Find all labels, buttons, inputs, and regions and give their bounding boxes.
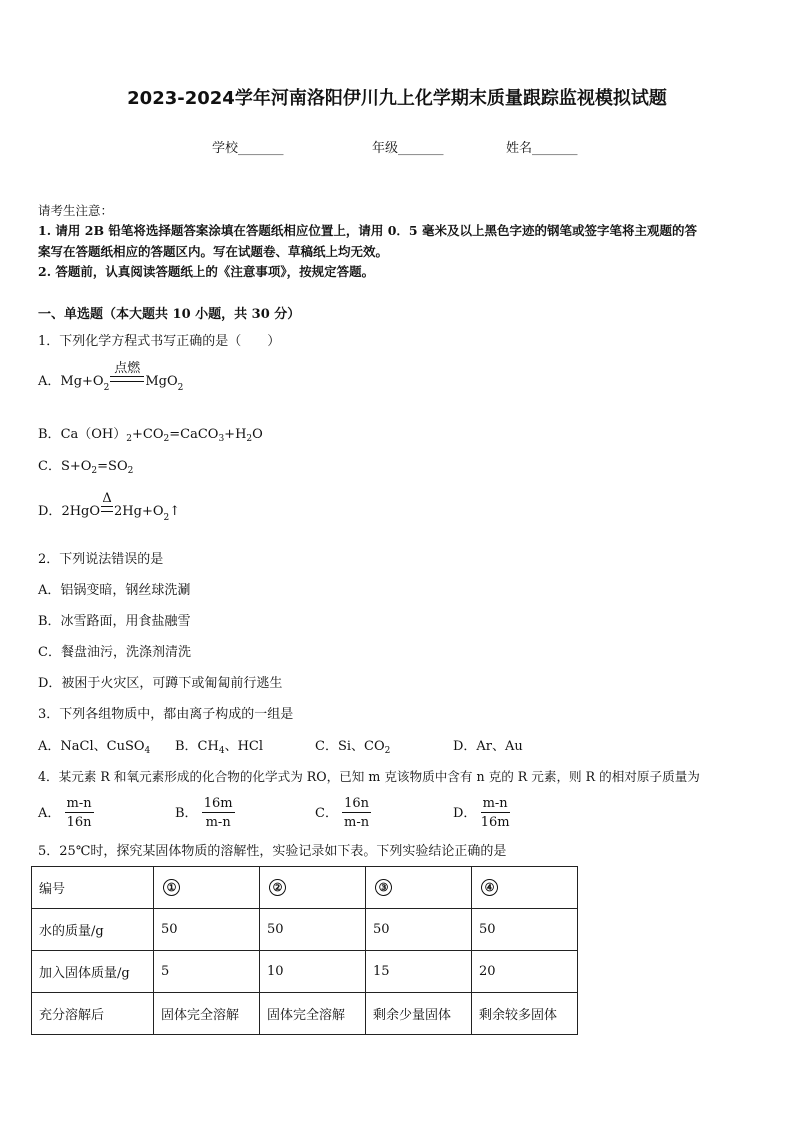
- double-line: [110, 376, 144, 382]
- denominator: m-n: [344, 815, 370, 830]
- subscript: 2: [126, 434, 132, 444]
- q2-option-d: D．被困于火灾区，可蹲下或匍匐前行逃生: [38, 676, 283, 691]
- notice-line-3: 2. 答题前，认真阅读答题纸上的《注意事项》，按规定答题。: [38, 264, 375, 279]
- table-row: [32, 909, 578, 951]
- formula-text: +CO: [132, 427, 164, 442]
- double-line: [101, 506, 113, 512]
- q3-option-b: [175, 739, 264, 756]
- option-text: B．CH: [175, 739, 219, 754]
- q3-option-d: D．Ar、Au: [453, 739, 523, 754]
- numerator: m-n: [482, 796, 508, 811]
- name-field: 姓名_______: [506, 141, 578, 156]
- fraction: [481, 797, 510, 829]
- q1-stem: 1．下列化学方程式书写正确的是（ ）: [38, 334, 281, 349]
- formula-text: =CaCO: [169, 427, 219, 442]
- subscript: 2: [384, 746, 391, 756]
- formula-text: +H: [224, 427, 247, 442]
- column-number: ③: [375, 879, 392, 896]
- subscript: 2: [246, 434, 253, 444]
- fraction: [342, 797, 371, 829]
- table-cell: 固体完全溶解: [154, 993, 260, 1035]
- section-heading: 一、单选题（本大题共 10 小题，共 30 分）: [38, 307, 301, 322]
- formula-text: 2Hg+O: [114, 504, 164, 519]
- gas-arrow-icon: ↑: [169, 504, 181, 519]
- q4-stem: 4．某元素 R 和氧元素形成的化合物的化学式为 RO，已知 m 克该物质中含有 n 克的 R 元素，则 R 的相对原子质量为: [38, 769, 700, 784]
- option-label: A．: [38, 805, 61, 821]
- numerator: 16m: [203, 796, 233, 811]
- fraction: [202, 797, 235, 829]
- option-label: A．: [38, 374, 61, 389]
- q1-option-a: A． Mg+O 2 点燃 MgO 2: [38, 361, 184, 393]
- notice-line-2: 案写在答题纸相应的答题区内。写在试题卷、草稿纸上均无效。: [38, 244, 389, 259]
- numerator: 16n: [344, 796, 370, 811]
- option-label: B．: [175, 805, 198, 821]
- option-label: C．: [38, 459, 61, 474]
- column-number: ④: [481, 879, 498, 896]
- option-label: C．: [315, 805, 338, 821]
- formula-text: MgO: [145, 374, 178, 389]
- table-cell: 加入固体质量/g: [32, 951, 154, 993]
- subscript: 4: [218, 746, 225, 756]
- table-cell: [366, 867, 472, 909]
- grade-field: 年级_______: [372, 141, 444, 156]
- q4-option-c: [315, 797, 371, 829]
- notice-heading: 请考生注意：: [38, 203, 114, 218]
- table-row: [32, 867, 578, 909]
- q1-option-b: [38, 427, 263, 444]
- option-label: D．: [453, 805, 477, 821]
- subscript: 2: [163, 434, 170, 444]
- subscript: 3: [218, 434, 225, 444]
- table-cell: 50: [154, 909, 260, 951]
- q2-stem: 2．下列说法错误的是: [38, 552, 164, 567]
- denominator: 16n: [66, 815, 92, 830]
- table-cell: 水的质量/g: [32, 909, 154, 951]
- q3-option-c: [315, 739, 391, 756]
- table-cell: 20: [472, 951, 578, 993]
- notice-line-1: 1. 请用 2B 铅笔将选择题答案涂填在答题纸相应位置上，请用 0．5 毫米及以上黑色字迹的钢笔或签字笔将主观题的答: [38, 223, 697, 238]
- fraction: [65, 797, 94, 829]
- table-cell: 50: [260, 909, 366, 951]
- option-text: A．NaCl、CuSO: [38, 739, 145, 754]
- school-field: 学校_______: [212, 141, 284, 156]
- subscript: 2: [91, 466, 98, 476]
- q3-stem: 3．下列各组物质中，都由离子构成的一组是: [38, 707, 294, 722]
- formula-text: Mg+O: [60, 374, 104, 389]
- option-label: D．: [38, 504, 62, 519]
- table-cell: 编号: [32, 867, 154, 909]
- denominator: m-n: [205, 815, 231, 830]
- table-cell: 15: [366, 951, 472, 993]
- table-cell: [154, 867, 260, 909]
- table-row: [32, 951, 578, 993]
- table-cell: 50: [472, 909, 578, 951]
- formula-text: S+O: [60, 459, 92, 474]
- reaction-condition: [101, 492, 113, 518]
- numerator: m-n: [66, 796, 92, 811]
- formula-text: 2HgO: [61, 504, 101, 519]
- option-label: B．: [38, 427, 61, 442]
- table-cell: [260, 867, 366, 909]
- subscript: 2: [127, 466, 134, 476]
- formula-text: O: [252, 427, 263, 442]
- formula-text: Ca（OH）: [60, 427, 127, 442]
- column-number: ①: [163, 879, 180, 896]
- table-row: [32, 993, 578, 1035]
- option-text: C．Si、CO: [315, 739, 385, 754]
- formula-text: =SO: [97, 459, 128, 474]
- q1-option-c: [38, 459, 134, 476]
- reaction-condition: [110, 362, 144, 388]
- condition-text: 点燃: [114, 361, 141, 376]
- column-number: ②: [269, 879, 286, 896]
- option-text: 、HCl: [224, 739, 264, 754]
- q2-option-a: A．铝锅变暗，钢丝球洗涮: [38, 583, 191, 598]
- table-cell: 剩余少量固体: [366, 993, 472, 1035]
- q2-option-c: C．餐盘油污，洗涤剂清洗: [38, 645, 191, 660]
- heat-symbol: Δ: [102, 491, 112, 506]
- q4-option-b: [175, 797, 235, 829]
- table-cell: [472, 867, 578, 909]
- table-cell: 10: [260, 951, 366, 993]
- table-cell: 充分溶解后: [32, 993, 154, 1035]
- q2-option-b: B．冰雪路面，用食盐融雪: [38, 614, 191, 629]
- table-cell: 5: [154, 951, 260, 993]
- q5-stem: 5．25℃时，探究某固体物质的溶解性，实验记录如下表。下列实验结论正确的是: [38, 844, 507, 859]
- table-cell: 50: [366, 909, 472, 951]
- experiment-table: [31, 866, 578, 1035]
- q4-option-d: [453, 797, 510, 829]
- q4-option-a: [38, 797, 94, 829]
- table-cell: 剩余较多固体: [472, 993, 578, 1035]
- subscript: 4: [144, 746, 151, 756]
- denominator: 16m: [480, 815, 510, 830]
- q1-option-d: D． 2HgO Δ 2Hg+O 2 ↑: [38, 491, 181, 523]
- table-cell: 固体完全溶解: [260, 993, 366, 1035]
- page-title: 2023-2024学年河南洛阳伊川九上化学期末质量跟踪监视模拟试题: [127, 88, 667, 109]
- q3-option-a: [38, 739, 151, 756]
